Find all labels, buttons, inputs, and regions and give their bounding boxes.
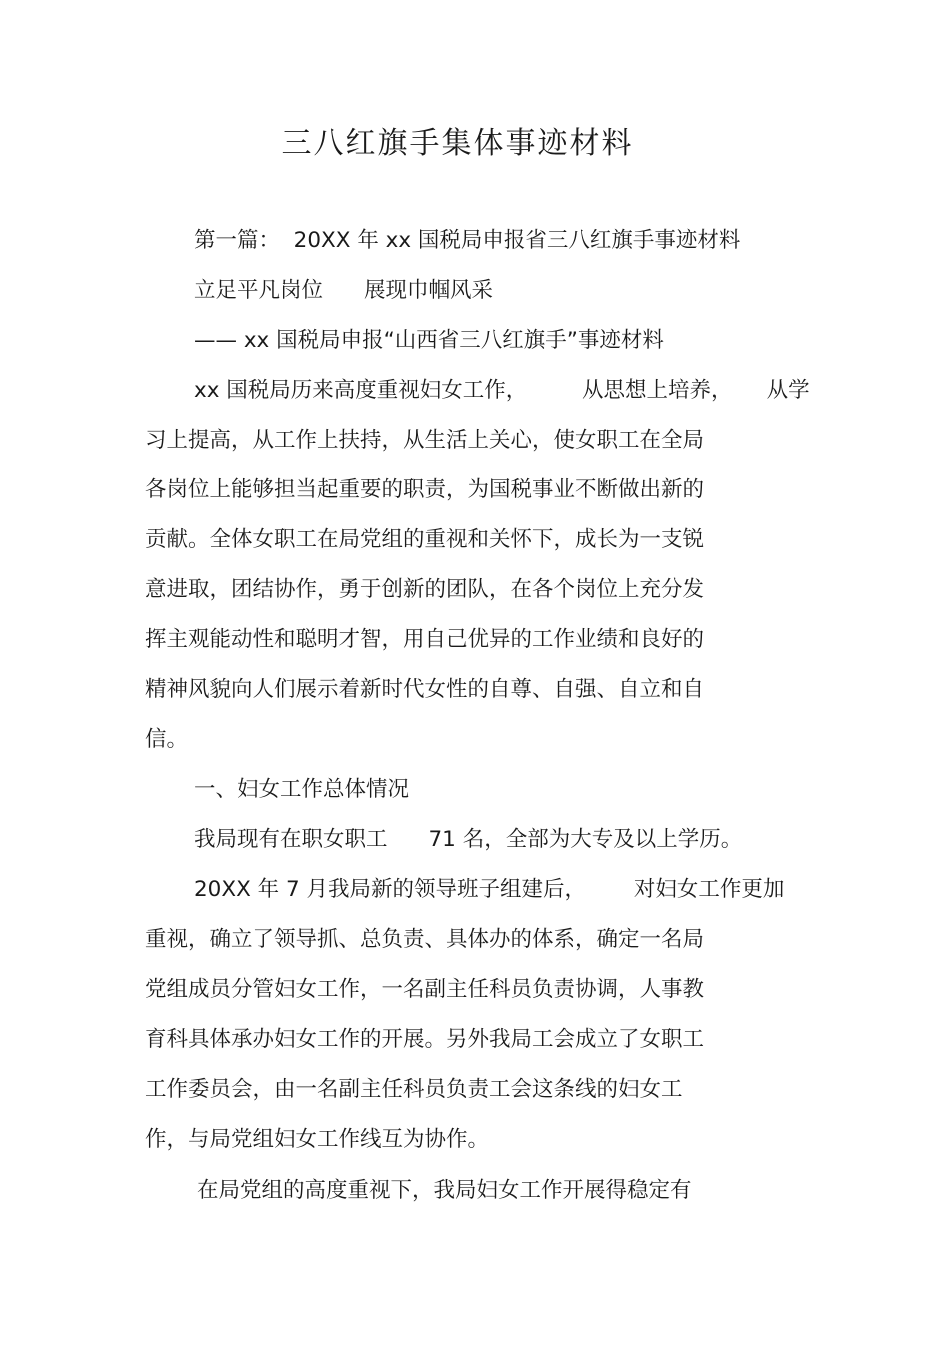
paragraph-line: xx 国税局历来高度重视妇女工作， 从思想上培养， 从学 [194,378,810,403]
paragraph-line: 工作委员会，由一名副主任科员负责工会这条线的妇女工 [145,1077,683,1102]
paragraph-line: 党组成员分管妇女工作，一名副主任科员负责协调，人事教 [145,977,705,1002]
paragraph-line: 重视，确立了领导抓、总负责、具体办的体系，确定一名局 [145,927,705,952]
subtitle-line: 第一篇： 20XX 年 xx 国税局申报省三八红旗手事迹材料 [194,228,741,253]
document-title: 三八红旗手集体事迹材料 [281,126,634,161]
paragraph-line: 各岗位上能够担当起重要的职责，为国税事业不断做出新的 [145,477,705,502]
paragraph-line: 信。 [145,727,189,752]
paragraph-line: 精神风貌向人们展示着新时代女性的自尊、自强、自立和自 [145,677,705,702]
section-heading: 一、妇女工作总体情况 [194,777,410,802]
paragraph-line: 在局党组的高度重视下，我局妇女工作开展得稳定有 [197,1178,692,1203]
paragraph-line: 贡献。全体女职工在局党组的重视和关怀下，成长为一支锐 [145,527,705,552]
paragraph-line: 作，与局党组妇女工作线互为协作。 [145,1127,490,1152]
subtitle-line: —— xx 国税局申报“山西省三八红旗手”事迹材料 [194,328,664,353]
subtitle-line: 立足平凡岗位 展现巾帼风采 [194,278,494,303]
paragraph-line: 习上提高，从工作上扶持，从生活上关心，使女职工在全局 [145,428,705,453]
paragraph-line: 20XX 年 7 月我局新的领导班子组建后， 对妇女工作更加 [194,877,785,902]
paragraph-line: 挥主观能动性和聪明才智，用自己优异的工作业绩和良好的 [145,627,705,652]
paragraph-line: 意进取，团结协作，勇于创新的团队，在各个岗位上充分发 [145,577,705,602]
paragraph-line: 育科具体承办妇女工作的开展。另外我局工会成立了女职工 [145,1027,705,1052]
paragraph-line: 我局现有在职女职工 71 名，全部为大专及以上学历。 [194,827,743,852]
